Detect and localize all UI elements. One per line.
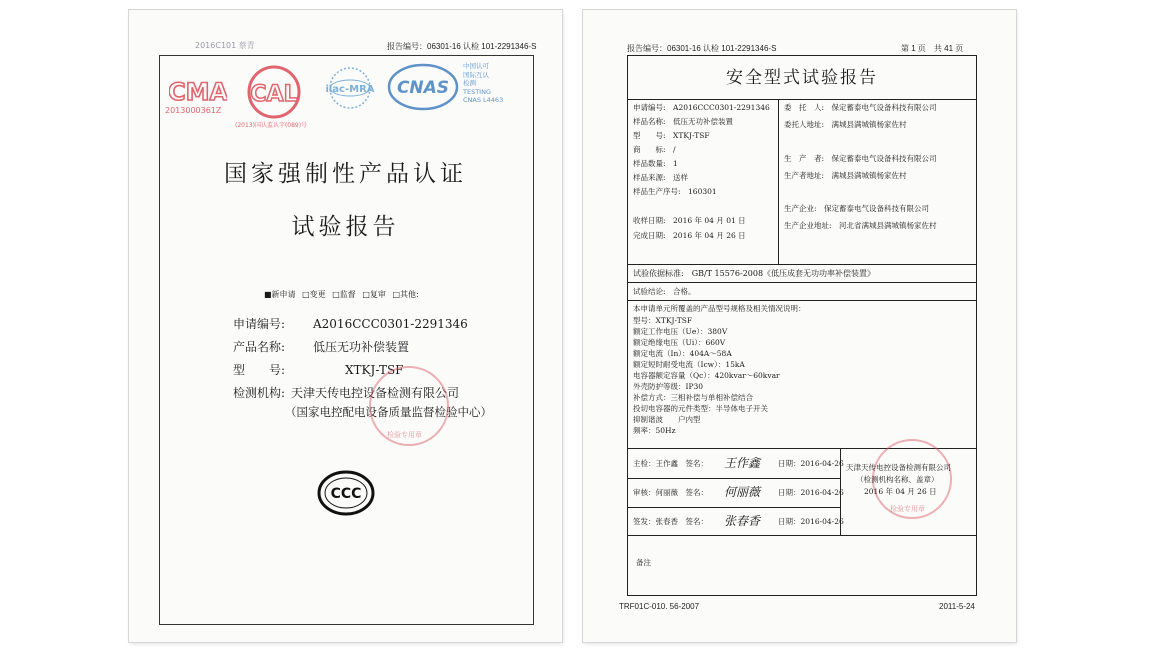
ccc-mark [317, 470, 375, 516]
field-application-no: 申请编号: A2016CCC0301-2291346 [633, 103, 770, 112]
checkbox-supervision: □监督 [332, 290, 356, 299]
coverage-line: 补偿方式：三相补偿与单相补偿结合 [633, 393, 753, 402]
safety-test-report-page [583, 10, 1016, 642]
checkbox-review: □复审 [362, 290, 386, 299]
field-manufacturer-address: 生产企业地址: 河北省满城县满城镇杨家佐村 [784, 221, 937, 230]
svg-text:CMA: CMA [169, 78, 227, 106]
form-code: TRF01C-010. 56-2007 [619, 602, 700, 611]
coverage-line: 额定绝缘电压（Ui）：660V [633, 338, 726, 347]
field-model: 型 号: XTKJ-TSF [233, 363, 404, 377]
coverage-line: 额定工作电压（Ue）：380V [633, 327, 728, 336]
field-sample-name: 样品名称: 低压无功补偿装置 [633, 117, 734, 126]
inspector-signature: 王作鑫 [724, 456, 761, 470]
reviewer-signature: 何丽薇 [724, 485, 761, 499]
field-application-no: 申请编号: A2016CCC0301-2291346 [233, 317, 468, 331]
field-client: 委 托 人: 保定蓄泰电气设备科技有限公司 [784, 103, 937, 112]
cal-logo [235, 64, 309, 130]
field-producer: 生 产 者: 保定蓄泰电气设备科技有限公司 [784, 154, 937, 163]
issuer-signature: 张春香 [724, 514, 761, 528]
cma-number: 2013000361Z [165, 106, 222, 115]
field-producer-address: 生产者地址: 满城县满城镇杨家佐村 [784, 171, 907, 180]
cnas-text: 中国认可 国际互认 检测 TESTING CNAS L4463 [463, 62, 504, 104]
issuer-institution: 天津天传电控设备检测有限公司 [846, 463, 951, 472]
cma-logo [165, 68, 227, 128]
inspector-label: 主检：王作鑫 签名： [633, 459, 708, 468]
coverage-line: 电容器额定容量（Qc）：420kvar～60kvar [633, 371, 780, 380]
test-standard: 试验依据标准: GB/T 15576-2008《低压成套无功功率补偿装置》 [633, 269, 876, 278]
coverage-line: 抑制谐波 户内型 [633, 415, 701, 424]
ccc-mark-icon [317, 470, 375, 516]
row-remarks [628, 535, 976, 596]
checkbox-change: □变更 [302, 290, 326, 299]
issuer-note: （检测机构名称、盖章） [856, 475, 939, 484]
cma-logo-icon [169, 68, 227, 128]
coverage-line: 型号：XTKJ-TSF [633, 316, 693, 325]
cnas-icon [387, 62, 459, 112]
coverage-line: 投切电容器的元件类型：半导体电子开关 [633, 404, 768, 413]
report-title: 安全型式试验报告 [726, 68, 878, 88]
row-signatures [628, 448, 976, 536]
coverage-line: 频率：50Hz [633, 426, 676, 435]
row-standard [628, 264, 976, 283]
row-coverage [628, 300, 976, 449]
svg-text:ilac-MRA: ilac-MRA [325, 84, 375, 95]
field-sample-serial: 样品生产序号: 160301 [633, 187, 717, 196]
field-product-name: 产品名称: 低压无功补偿装置 [233, 340, 410, 354]
remarks-label: 备注 [636, 558, 651, 567]
field-completed-date: 完成日期: 2016 年 04 月 26 日 [633, 231, 746, 240]
coverage-line: 额定电流（In）：404A～58A [633, 349, 732, 358]
application-type-checkboxes [264, 289, 423, 300]
field-trademark: 商 标: / [633, 145, 676, 154]
ilac-mra-logo [319, 66, 381, 116]
field-sample-source: 样品来源: 送样 [633, 173, 689, 182]
coverage-line: 额定短时耐受电流（Icw）：15kA [633, 360, 745, 369]
coverage-line: 外壳防护等级：IP30 [633, 382, 704, 391]
cal-logo-icon [239, 64, 309, 120]
form-date: 2011-5-24 [939, 602, 975, 611]
column-divider [778, 100, 779, 264]
svg-text:CCC: CCC [330, 486, 362, 502]
field-testing-institution: 检测机构: 天津天传电控设备检测有限公司 [233, 386, 460, 400]
checkbox-other: □其他: [392, 290, 419, 299]
issuer-label: 签发：张春香 签名： [633, 517, 708, 526]
reviewer-date: 日期：2016-04-26 [778, 488, 844, 497]
certificate-title: 国家强制性产品认证 [224, 161, 467, 187]
field-received-date: 收样日期: 2016 年 04 月 01 日 [633, 216, 746, 225]
row-conclusion [628, 282, 976, 301]
page-info: 第 1 页 共 41 页 [901, 44, 964, 53]
field-model: 型 号: XTKJ-TSF [633, 131, 710, 140]
ilac-mra-icon [319, 66, 381, 116]
certificate-cover-page [129, 10, 562, 642]
inspector-date: 日期：2016-04-26 [778, 459, 844, 468]
report-number: 报告编号：06301-16 认检 101-2291346-S [387, 42, 537, 51]
field-manufacturer: 生产企业: 保定蓄泰电气设备科技有限公司 [784, 204, 930, 213]
test-conclusion: 试验结论: 合格。 [633, 287, 696, 296]
report-table [627, 99, 977, 596]
institution-subtitle: （国家电控配电设备质量监督检验中心） [285, 405, 492, 419]
cal-number: (2013)国认监认字(089)号 [235, 122, 308, 129]
report-title-box [627, 55, 977, 100]
svg-text:CAL: CAL [250, 82, 298, 107]
field-sample-qty: 样品数量: 1 [633, 159, 678, 168]
checkbox-new: ■新申请 [264, 290, 296, 299]
cnas-logo [387, 62, 507, 122]
coverage-intro: 本申请单元所覆盖的产品型号规格及相关情况说明： [633, 304, 806, 313]
field-client-address: 委托人地址: 满城县满城镇杨家佐村 [784, 120, 907, 129]
svg-text:CNAS: CNAS [396, 78, 450, 98]
handwritten-note: 2016C101 蔡青 [195, 41, 255, 50]
stamp-label-right: 检验专用章 [890, 505, 925, 513]
report-number: 报告编号：06301-16 认检 101-2291346-S [627, 44, 777, 53]
reviewer-label: 审核：何丽薇 签名： [633, 488, 708, 497]
report-title: 试验报告 [291, 214, 400, 240]
stamp-label-left: 检验专用章 [387, 431, 422, 439]
issuer-date: 日期：2016-04-26 [778, 517, 844, 526]
issuer-date-stamp: 2016 年 04 月 26 日 [864, 487, 937, 496]
